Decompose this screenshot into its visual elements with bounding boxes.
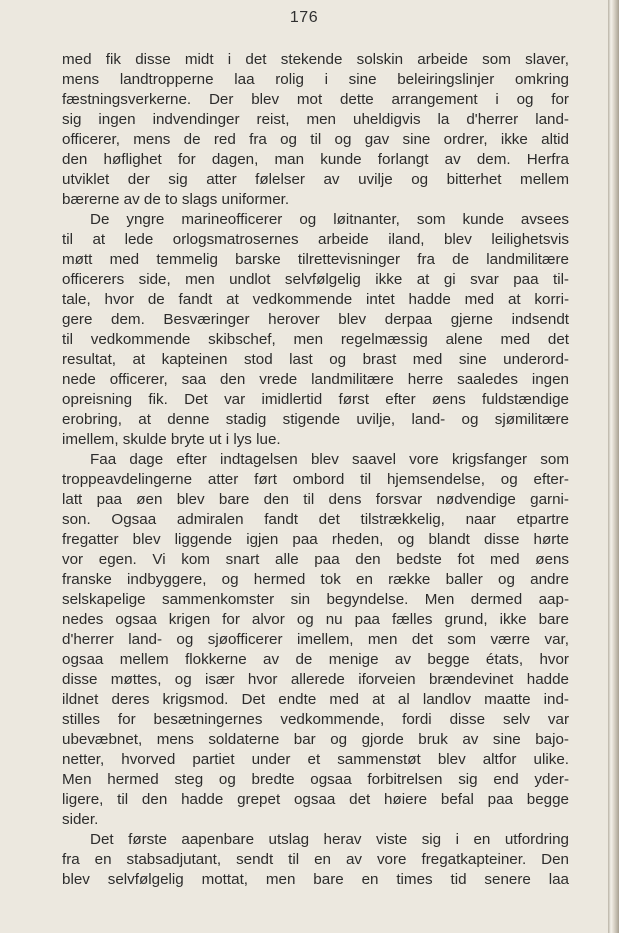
text-line: d'herrer land- og sjøofficerer imellem, men det som værre var, <box>62 631 569 648</box>
text-line: ogsaa mellem flokkerne av de menige av begge états, hvor <box>62 651 569 668</box>
text-line: utviklet der sig atter følelser av uvilje og bitterhet mellem <box>62 171 569 188</box>
text-line: med fik disse midt i det stekende solskin arbeide som slaver, <box>62 51 569 68</box>
text-line: opreisning fik. Det var imidlertid først efter øens fuldstændige <box>62 391 569 408</box>
text-line: bærerne av de to slags uniformer. <box>62 191 290 208</box>
text-line: latt paa øen blev bare den til dens forsvar nødvendige garni- <box>62 491 569 508</box>
text-line: disse møttes, og især hvor allerede iforveien brændevinet hadde <box>62 671 569 688</box>
text-line: selskapelige sammenkomster sin begyndelse. Men dermed aap- <box>62 591 569 608</box>
text-line: Det første aapenbare utslag herav viste sig i en utfordring <box>90 831 569 848</box>
text-line: den høflighet for dagen, man kunde forlangt av dem. Herfra <box>62 151 569 168</box>
text-line: netter, hvorved partiet under et sammenstøt blev altfor ulike. <box>62 751 569 768</box>
text-line: erobring, at denne stadig stigende uvilje, land- og sjømilitære <box>62 411 569 428</box>
text-line: nede officerer, saa den vrede landmilitære herre saaledes ingen <box>62 371 569 388</box>
page-number: 176 <box>289 9 319 26</box>
page-edge <box>608 0 619 933</box>
text-line: fra en stabsadjutant, sendt til en av vore fregatkapteiner. Den <box>62 851 569 868</box>
text-line: tale, hvor de fandt at vedkommende intet hadde med at korri- <box>62 291 569 308</box>
text-line: til at lede orlogsmatrosernes arbeide iland, blev leilighetsvis <box>62 231 569 248</box>
text-line: imellem, skulde bryte ut i lys lue. <box>62 431 281 448</box>
text-line: mens landtropperne laa rolig i sine beleiringslinjer omkring <box>62 71 569 88</box>
text-line: møtt med temmelig barske tilrettevisninger fra de landmilitære <box>62 251 569 268</box>
text-line: fæstningsverkerne. Der blev mot dette arrangement i og for <box>62 91 569 108</box>
text-line: til vedkommende skibschef, men regelmæssig alene med det <box>62 331 569 348</box>
text-line: De yngre marineofficerer og løitnanter, som kunde avsees <box>90 211 569 228</box>
body-text <box>62 50 569 890</box>
text-line: blev selvfølgelig mottat, men bare en times tid senere laa <box>62 871 569 888</box>
text-line: nedes ogsaa krigen for alvor og nu paa fælles grund, ikke bare <box>62 611 569 628</box>
text-line: vor egen. Vi kom snart alle paa den bedste fot med øens <box>62 551 569 568</box>
text-line: stilles for besætningernes vedkommende, fordi disse selv var <box>62 711 569 728</box>
text-line: son. Ogsaa admiralen fandt det tilstrækkelig, naar etpartre <box>62 511 569 528</box>
text-line: sig ingen indvendinger reist, men uheldigvis la d'herrer land- <box>62 111 569 128</box>
text-line: ubevæbnet, mens soldaterne bar og gjorde bruk av sine bajo- <box>62 731 569 748</box>
text-line: officerers side, men undlot selvfølgelig ikke at gi svar paa til- <box>62 271 569 288</box>
text-line: ildnet deres krigsmod. Det endte med at al landlov maatte ind- <box>62 691 569 708</box>
text-line: resultat, at kapteinen stod last og brast med sine underord- <box>62 351 569 368</box>
text-line: gere dem. Besværinger herover blev derpaa gjerne indsendt <box>62 311 569 328</box>
text-line: franske indbyggere, og hermed tok en række baller og andre <box>62 571 569 588</box>
text-line: fregatter blev liggende igjen paa rheden, og blandt disse hørte <box>62 531 569 548</box>
text-line: ligere, til den hadde grepet ogsaa det høiere befal paa begge <box>62 791 569 808</box>
text-line: troppeavdelingerne atter ført ombord til hjemsendelse, og efter- <box>62 471 569 488</box>
text-line: Men hermed steg og bredte ogsaa forbitrelsen sig end yder- <box>62 771 569 788</box>
text-line: sider. <box>62 811 99 828</box>
text-line: Faa dage efter indtagelsen blev saavel vore krigsfanger som <box>90 451 569 468</box>
text-line: officerer, mens de red fra og til og gav sine ordrer, ikke altid <box>62 131 569 148</box>
